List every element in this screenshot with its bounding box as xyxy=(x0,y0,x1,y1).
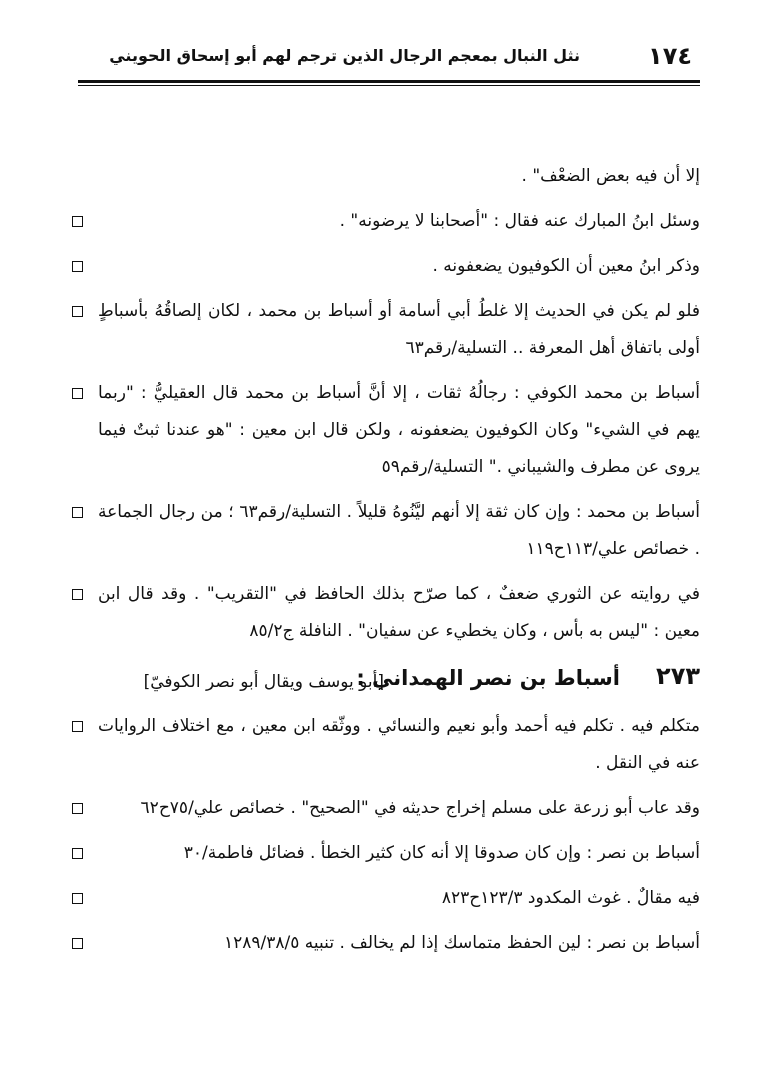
checkbox-bullet-icon xyxy=(72,507,83,518)
entry-number: ٢٧٣ xyxy=(656,662,700,690)
checkbox-bullet-icon xyxy=(72,848,83,859)
header-rule-thin xyxy=(78,85,700,86)
checkbox-bullet-icon xyxy=(72,216,83,227)
page-header xyxy=(78,40,700,74)
checkbox-bullet-icon xyxy=(72,938,83,949)
running-title: نثل النبال بمعجم الرجال الذين ترجم لهم أبو إسحاق الحويني xyxy=(109,46,580,65)
paragraph-text: فلو لم يكن في الحديث إلا غلطُ أبي أسامة أو أسباط بن محمد ، لكان إلصاقُهُ بأسباطٍ أولى باتفاق أهل المعرفة .. التسلية/رقم٦٣ xyxy=(98,301,700,358)
bullet-paragraph xyxy=(78,494,700,568)
paragraph-text: إلا أن فيه بعض الضعْف" . xyxy=(521,166,700,186)
entry-alias: [أبو يوسف ويقال أبو نصر الكوفيّ] xyxy=(143,672,384,692)
paragraph-text: أسباط بن محمد : وإن كان ثقة إلا أنهم ليَّنُوهُ قليلاً . التسلية/رقم٦٣ ؛ من رجال الجماعة . خصائص علي/١١٣ح١١٩ xyxy=(98,502,700,559)
paragraph-text: في روايته عن الثوري ضعفٌ ، كما صرّح بذلك الحافظ في "التقريب" . وقد قال ابن معين : "ليس به بأس ، وكان يخطيء عن سفيان" . النافلة ج٨٥/٢ xyxy=(98,584,700,641)
paragraph-text: وذكر ابنُ معين أن الكوفيون يضعفونه . xyxy=(432,256,700,276)
bullet-paragraph xyxy=(78,708,700,782)
bullet-paragraph xyxy=(78,375,700,486)
bullet-paragraph xyxy=(78,925,700,962)
checkbox-bullet-icon xyxy=(72,261,83,272)
checkbox-bullet-icon xyxy=(72,306,83,317)
bullet-paragraph xyxy=(78,790,700,827)
entry-name: أسباط بن نصر الهمداني : xyxy=(356,666,620,690)
bullet-paragraph xyxy=(78,880,700,917)
page-number: ١٧٤ xyxy=(648,42,692,70)
checkbox-bullet-icon xyxy=(72,589,83,600)
paragraph-text: أسباط بن محمد الكوفي : رجالُهُ ثقات ، إلا أنَّ أسباط بن محمد قال العقيليُّ : "ربما يهم في الشيء" وكان الكوفيون يضعفونه ، ولكن قال ابن معين : "هو عندنا ثبتٌ فيما يروى عن مطرف والشيباني ." التسلية/رقم٥٩ xyxy=(98,383,700,477)
checkbox-bullet-icon xyxy=(72,893,83,904)
entry-heading xyxy=(78,658,700,698)
bullet-paragraph xyxy=(78,835,700,872)
bullet-paragraph xyxy=(78,203,700,240)
checkbox-bullet-icon xyxy=(72,803,83,814)
bullet-paragraph xyxy=(78,576,700,650)
paragraph xyxy=(78,158,700,195)
paragraph-text: متكلم فيه . تكلم فيه أحمد وأبو نعيم والنسائي . ووثّقه ابن معين ، مع اختلاف الروايات عنه في النقل . xyxy=(98,716,700,773)
paragraph-text: وسئل ابنُ المبارك عنه فقال : "أصحابنا لا يرضونه" . xyxy=(339,211,700,231)
page-body xyxy=(78,158,700,970)
paragraph-text: أسباط بن نصر : وإن كان صدوقا إلا أنه كان كثير الخطأ . فضائل فاطمة/٣٠ xyxy=(183,843,700,863)
bullet-paragraph xyxy=(78,293,700,367)
paragraph-text: أسباط بن نصر : لين الحفظ متماسك إذا لم يخالف . تنبيه ١٢٨٩/٣٨/٥ xyxy=(224,933,700,953)
checkbox-bullet-icon xyxy=(72,721,83,732)
header-rule-thick xyxy=(78,80,700,83)
paragraph-text: فيه مقالٌ . غوث المكدود ١٢٣/٣ح٨٢٣ xyxy=(441,888,700,908)
bullet-paragraph xyxy=(78,248,700,285)
paragraph-text: وقد عاب أبو زرعة على مسلم إخراج حديثه في "الصحيح" . خصائص علي/٧٥ح٦٢ xyxy=(140,798,700,818)
checkbox-bullet-icon xyxy=(72,388,83,399)
